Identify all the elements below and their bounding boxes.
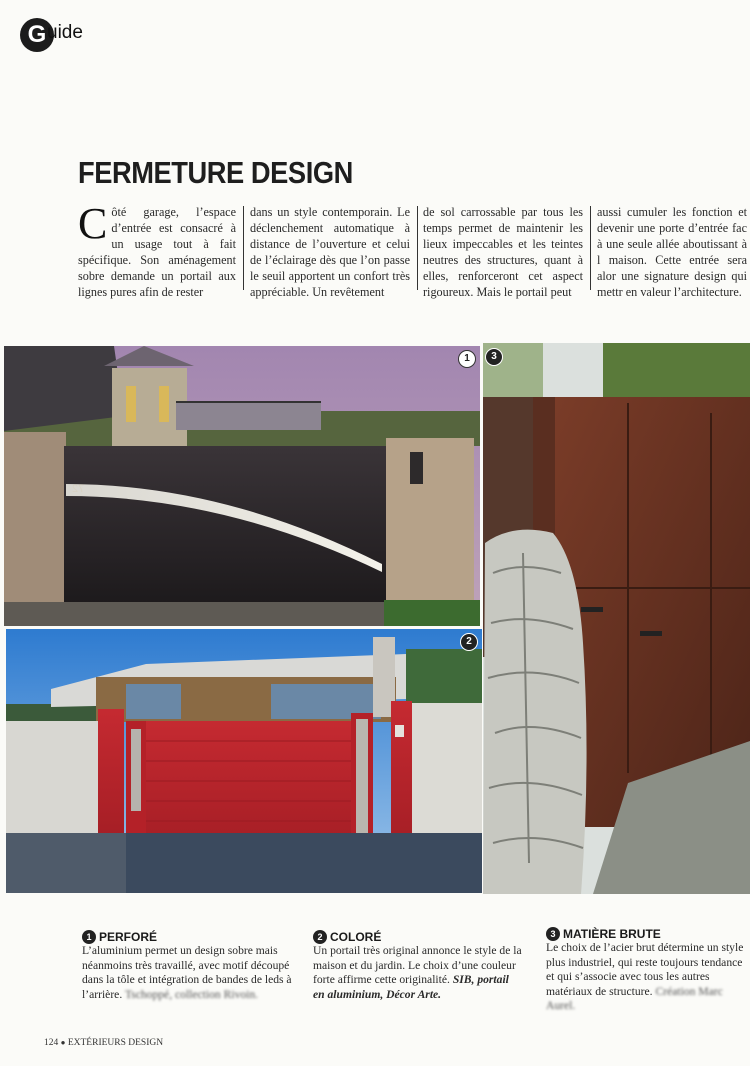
intro-column-4: aussi cumuler les fonction et devenir une porte d’entrée fac à une seule allée aboutissant à l maison. Cette entrée sera alor une signature design qui mettr en valeur l’architecture. (597, 205, 747, 299)
column-divider (243, 206, 244, 290)
photo-number-badge: 3 (485, 348, 503, 366)
page-number: 124 (44, 1038, 59, 1048)
caption-3 (546, 927, 746, 1014)
guide-logo: G (20, 18, 54, 52)
photo-3-image (483, 343, 750, 894)
photo-number-badge: 1 (458, 350, 476, 368)
photo-credit: Tschoppé, collection Rivoin. (124, 987, 259, 1001)
house-number: 72 (72, 483, 85, 495)
caption-body: Un portail très original annonce le style de la maison et du jardin. Le choix d’une couleur forte affirme cette originalité. SIB, portail en aluminium, Décor Arte. (313, 944, 522, 1001)
article-title: FERMETURE DESIGN (78, 155, 353, 190)
caption-body: Le choix de l’acier brut détermine un style plus industriel, qui reste toujours tendance et qui s’associe avec tous les autres matériaux de structure. Création Marc Aurel. (546, 941, 744, 1012)
page-footer: 124 ● EXTÉRIEURS DESIGN (44, 1038, 164, 1048)
intro-text-1: ôté garage, l’espace d’entrée est consacré à un usage tout à fait spécifique. Son aménagement sobre demande un portail aux lignes pures afin de rester (78, 205, 236, 299)
section-label: uide (47, 22, 83, 43)
intro-column-1 (78, 199, 236, 300)
caption-body: L’aluminium permet un design sobre mais néanmoins très travaillé, avec motif découpé dans la tôle et intégration de bandes de leds à l’arrière. Tschoppé, collection Rivoin. (82, 944, 292, 1001)
photo-credit: Création Marc Aurel. (546, 984, 723, 1012)
column-divider (590, 206, 591, 290)
intro-column-3: de sol carrossable par tous les temps permet de maintenir les lieux impeccables et les teintes neutres des structures, quant à elles, renforceront cet aspect rigoureux. Mais le portail peut (423, 205, 583, 299)
caption-2 (313, 930, 523, 1002)
intro-column-2: dans un style contemporain. Le déclenchement automatique à distance de l’ouverture et celui de l’éclairage dès que l’on passe le seuil apportent un confort très appréciable. Un revêtement (250, 205, 410, 299)
photo-number-badge: 2 (460, 633, 478, 651)
caption-heading: 1 PERFORÉ (82, 930, 292, 944)
photo-credit: SIB, portail en aluminium, Décor Arte. (313, 973, 509, 1001)
photo-red-gate (6, 629, 482, 893)
photo-corten-gate (483, 343, 750, 894)
caption-1 (82, 930, 292, 1002)
magazine-name: EXTÉRIEURS DESIGN (67, 1038, 164, 1048)
caption-heading: 2 COLORÉ (313, 930, 523, 944)
photo-perforated-gate (4, 346, 480, 626)
photo-2-image (6, 629, 482, 893)
drop-cap: C (78, 199, 108, 248)
column-divider (417, 206, 418, 290)
caption-heading: 3 MATIÈRE BRUTE (546, 927, 746, 941)
